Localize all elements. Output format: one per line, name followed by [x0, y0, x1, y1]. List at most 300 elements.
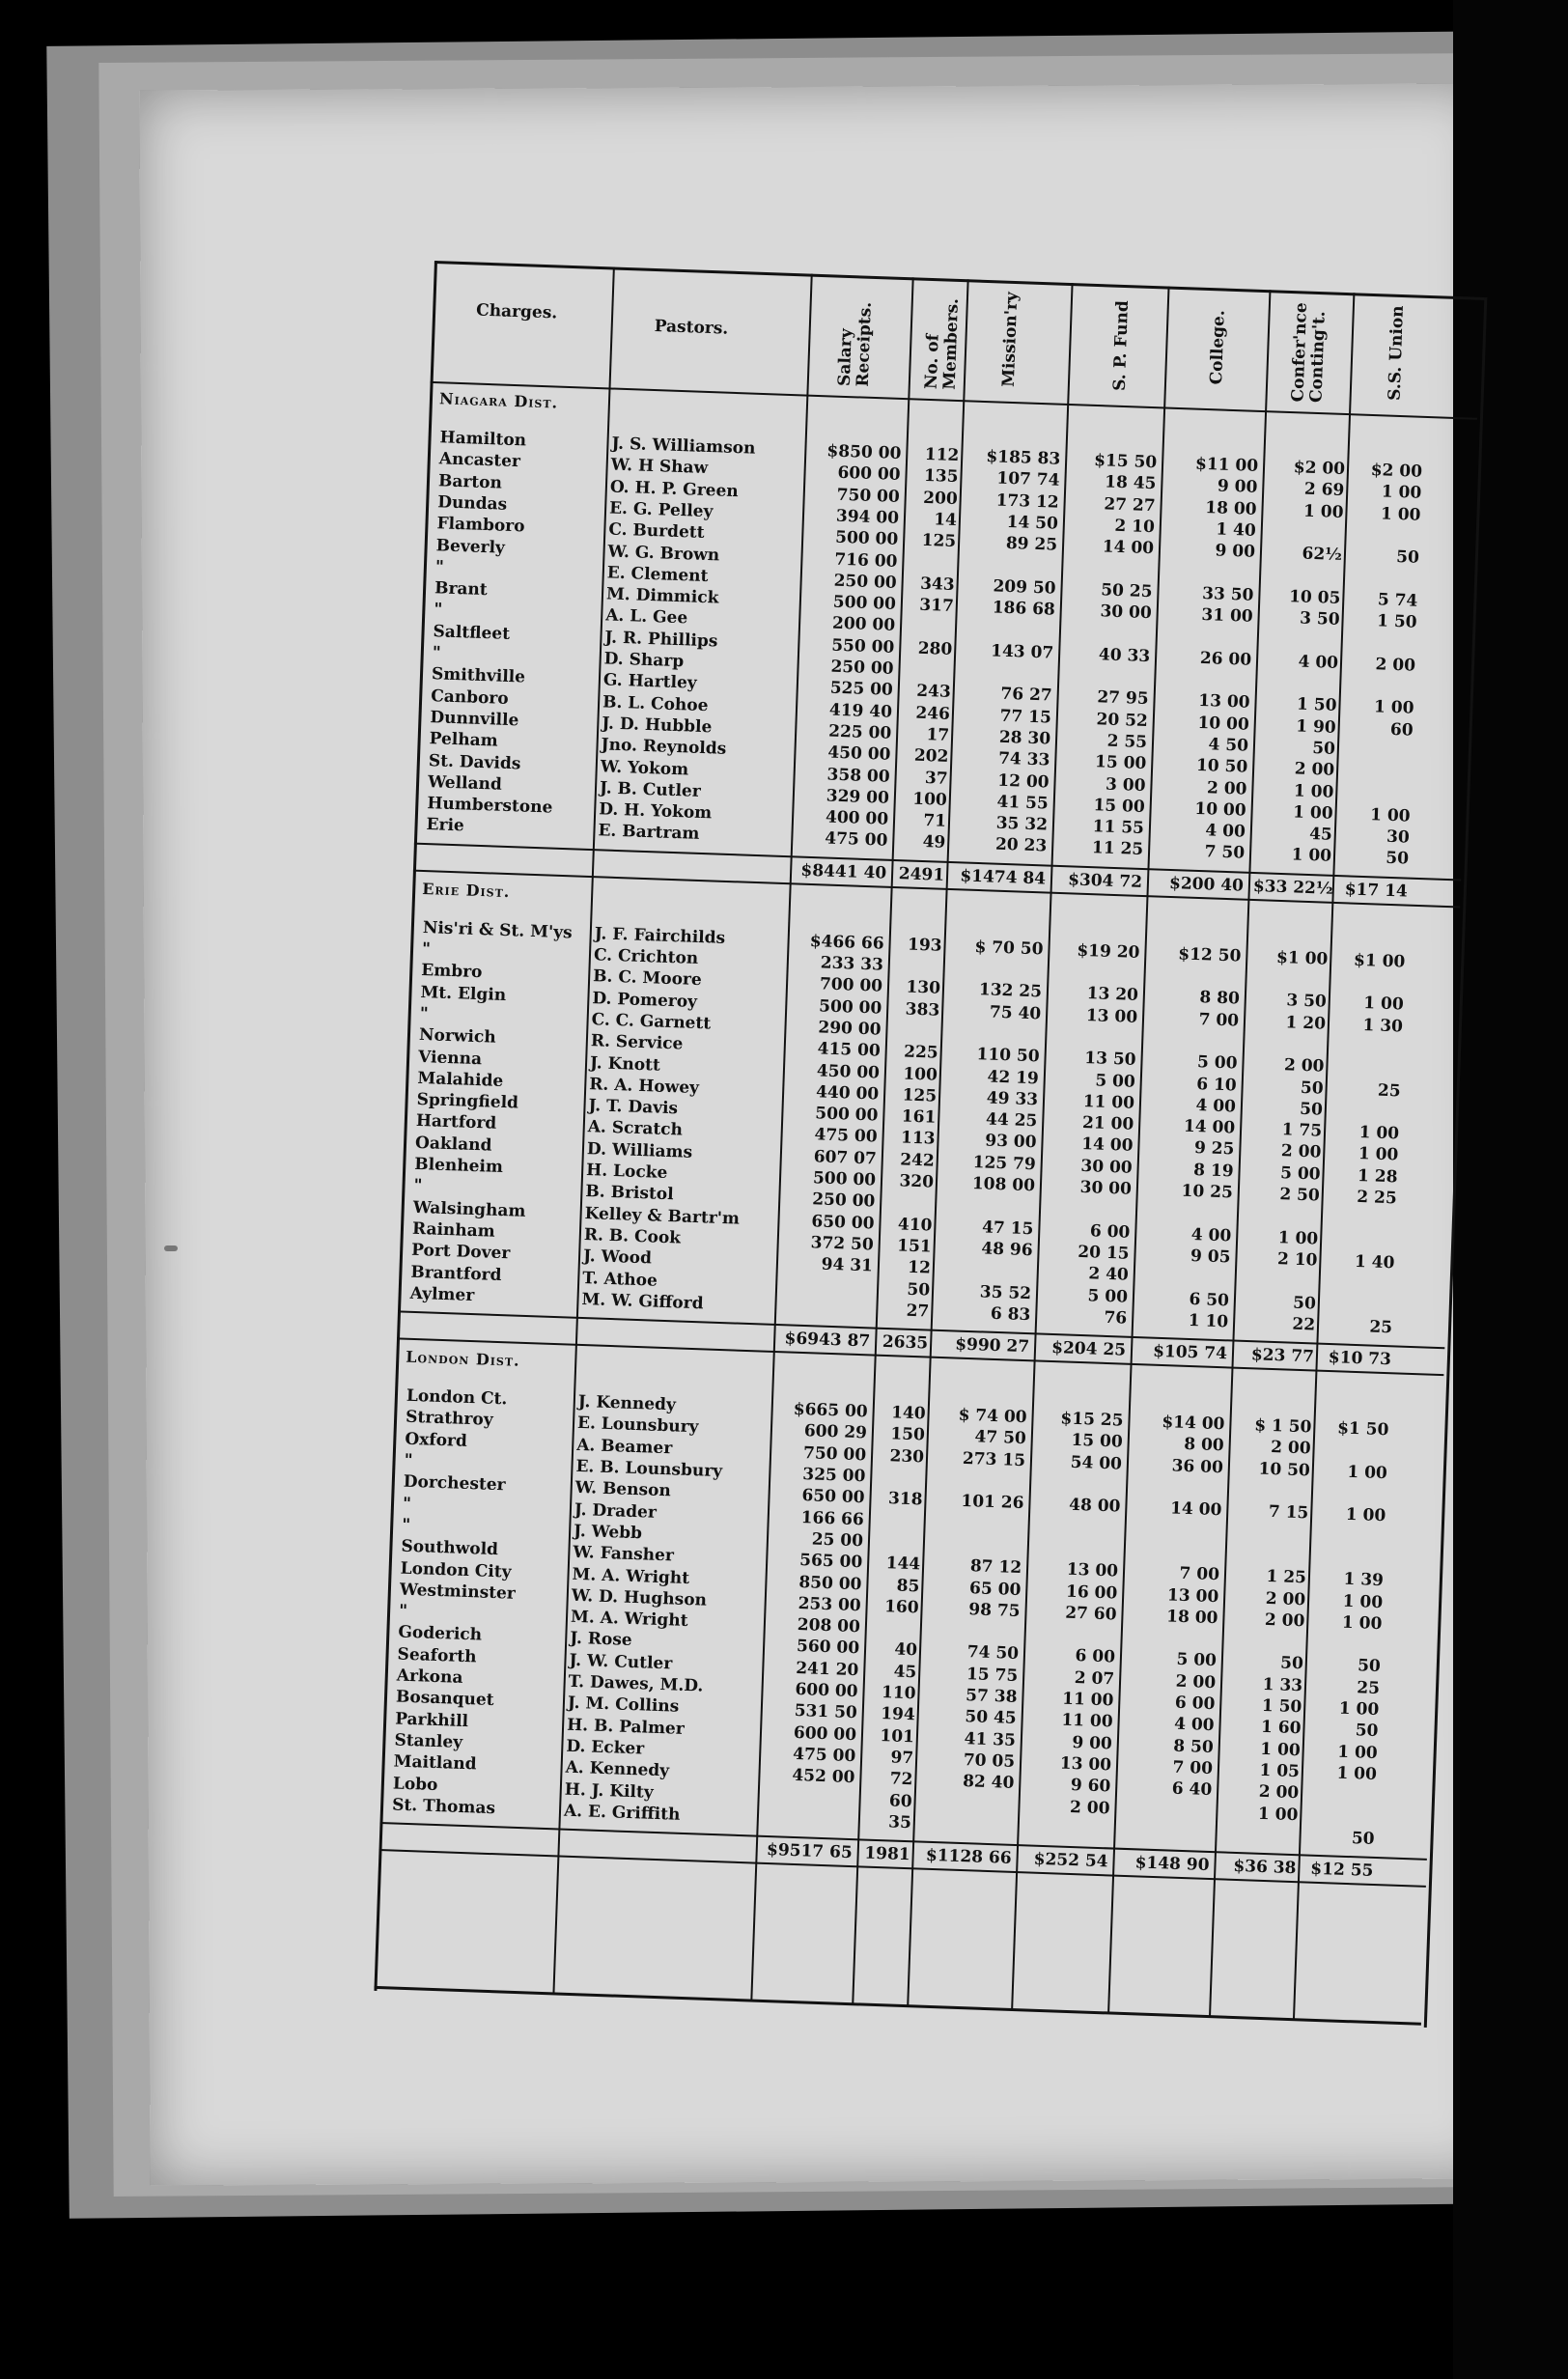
cell-charge: Pelham	[429, 729, 498, 751]
cell-members: 49	[922, 832, 946, 854]
cell-charge: St. Thomas	[391, 1795, 496, 1818]
cell-members: 71	[923, 811, 947, 831]
total-members: 2491	[898, 863, 945, 885]
cell-charge: Beverly	[435, 535, 506, 558]
cell-charge: Dunnville	[430, 708, 519, 731]
cell-ss-union: 1 40	[1354, 1251, 1395, 1273]
cell-salary: 500 00	[812, 1168, 877, 1190]
cell-sp-fund: 2 07	[1074, 1667, 1115, 1690]
cell-sp-fund: 5 00	[1095, 1070, 1136, 1092]
cell-missionary: 12 00	[996, 770, 1050, 793]
cell-missionary: 98 75	[968, 1599, 1021, 1621]
cell-missionary: 70 05	[963, 1749, 1016, 1772]
cell-pastor: J. B. Cutler	[599, 778, 702, 801]
cell-members: 12	[907, 1257, 932, 1278]
cell-college: 13 00	[1197, 691, 1250, 714]
cell-pastor: A. Kennedy	[565, 1757, 670, 1781]
total-salary: $6943 87	[784, 1329, 871, 1352]
cell-conference: 1 00	[1259, 1739, 1302, 1760]
cell-missionary: 75 40	[989, 1002, 1042, 1023]
cell-pastor: H. Locke	[585, 1161, 668, 1183]
cell-college: 8 00	[1183, 1435, 1225, 1456]
cell-members: 100	[903, 1063, 938, 1085]
cell-pastor: B. C. Moore	[592, 966, 703, 991]
cell-pastor: J. Wood	[582, 1246, 653, 1269]
cell-salary: 475 00	[814, 1125, 878, 1147]
cell-ss-union: 1 28	[1357, 1165, 1398, 1188]
cell-members: 200	[922, 488, 959, 509]
cell-conference: 1 33	[1262, 1674, 1303, 1695]
cell-salary: 850 00	[798, 1572, 862, 1594]
cell-charge: Arkona	[396, 1665, 463, 1688]
cell-salary: 233 33	[820, 953, 884, 975]
cell-college: 9 00	[1217, 476, 1258, 498]
cell-missionary: 47 50	[974, 1427, 1027, 1449]
cell-sp-fund: 27 95	[1097, 687, 1149, 710]
cell-conference: 2 00	[1258, 1781, 1300, 1804]
cell-sp-fund: 30 00	[1100, 602, 1153, 624]
cell-salary: 700 00	[819, 974, 883, 996]
cell-sp-fund: 2 10	[1114, 516, 1156, 538]
cell-charge: Westminster	[399, 1580, 517, 1604]
cell-pastor: E. B. Lounsbury	[575, 1456, 723, 1482]
cell-missionary: 273 15	[962, 1448, 1026, 1470]
cell-charge: Welland	[427, 771, 503, 795]
cell-salary: 290 00	[818, 1018, 882, 1040]
cell-missionary: 74 33	[997, 748, 1050, 770]
cell-college: 7 50	[1204, 842, 1246, 864]
cell-salary: 253 00	[798, 1593, 862, 1616]
cell-members: 113	[900, 1128, 936, 1150]
cell-conference: 2 69	[1303, 479, 1345, 501]
cell-college: 18 00	[1204, 497, 1257, 519]
cell-ss-union: 50	[1351, 1828, 1375, 1849]
cell-pastor: J. Kennedy	[577, 1392, 677, 1415]
total-missionary: $1128 66	[925, 1845, 1012, 1868]
cell-salary: 500 00	[814, 1104, 879, 1126]
cell-conference: 50	[1279, 1653, 1304, 1674]
cell-charge: Rainham	[411, 1218, 496, 1242]
cell-ss-union: 1 00	[1362, 994, 1405, 1015]
cell-ss-union: 1 00	[1347, 1462, 1388, 1483]
cell-college: 10 25	[1181, 1181, 1234, 1203]
cell-charge: Springfield	[416, 1089, 519, 1113]
cell-salary: 550 00	[830, 635, 895, 658]
total-college: $148 90	[1134, 1853, 1210, 1876]
cell-college: 9 25	[1193, 1138, 1235, 1160]
cell-conference: 50	[1292, 1293, 1317, 1314]
cell-ss-union: 60	[1389, 719, 1414, 741]
cell-salary: $665 00	[793, 1399, 869, 1422]
cell-conference: 2 00	[1270, 1438, 1311, 1459]
cell-members: 17	[926, 724, 950, 745]
cell-charge: Mt. Elgin	[420, 982, 507, 1005]
cell-missionary: 48 96	[981, 1239, 1033, 1261]
cell-sp-fund: 18 45	[1104, 472, 1157, 494]
cell-conference: 7 15	[1268, 1502, 1309, 1524]
cell-pastor: J. T. Davis	[588, 1096, 679, 1119]
cell-charge: Vienna	[417, 1047, 483, 1069]
cell-charge: Nis'ri & St. M'ys	[422, 917, 573, 943]
cell-charge: Embro	[420, 961, 483, 983]
cell-members: 85	[896, 1576, 920, 1596]
cell-charge: Flamboro	[436, 514, 525, 537]
cell-college: 9 00	[1215, 541, 1256, 563]
cell-members: 317	[919, 595, 955, 617]
cell-salary: 650 00	[801, 1486, 865, 1508]
cell-conference: 1 00	[1277, 1227, 1319, 1249]
cell-college: 10 50	[1195, 756, 1248, 777]
cell-missionary: 76 27	[1000, 685, 1053, 706]
cell-sp-fund: 20 15	[1077, 1242, 1130, 1264]
cell-missionary: 35 32	[995, 813, 1049, 835]
cell-conference: 10 50	[1258, 1459, 1311, 1481]
cell-pastor: D. Williams	[586, 1138, 693, 1162]
cell-pastor: J. Knott	[589, 1052, 661, 1076]
cell-conference: 50	[1300, 1078, 1324, 1099]
cell-members: 194	[880, 1704, 916, 1725]
cell-missionary: 50 45	[965, 1707, 1018, 1729]
cell-charge: "	[434, 600, 443, 620]
cell-charge: Canboro	[430, 686, 510, 709]
cell-sp-fund: 11 00	[1082, 1091, 1135, 1113]
cell-charge: Ancaster	[438, 449, 521, 472]
cell-pastor: R. B. Cook	[583, 1224, 682, 1248]
cell-members: 40	[894, 1639, 918, 1661]
cell-conference: 22	[1292, 1314, 1316, 1335]
cell-conference: 1 20	[1285, 1012, 1327, 1034]
cell-sp-fund: 27 27	[1104, 493, 1156, 516]
cell-ss-union: 50	[1385, 849, 1410, 869]
cell-pastor: A. Scratch	[587, 1117, 684, 1140]
cell-pastor: M. Dimmick	[605, 584, 719, 608]
cell-pastor: M. A. Wright	[570, 1607, 688, 1632]
cell-members: 112	[924, 444, 960, 466]
cell-members: 110	[881, 1683, 916, 1704]
cell-college: 36 00	[1171, 1456, 1224, 1477]
cell-members: 318	[887, 1489, 923, 1510]
cell-charge: Oxford	[405, 1429, 468, 1451]
cell-members: 72	[889, 1769, 913, 1790]
cell-pastor: R. A. Howey	[588, 1074, 700, 1098]
cell-sp-fund: 13 20	[1086, 984, 1139, 1006]
cell-ss-union: 1 00	[1342, 1591, 1384, 1612]
cell-sp-fund: 15 00	[1094, 752, 1147, 774]
cell-sp-fund: 21 00	[1081, 1113, 1134, 1134]
cell-ss-union: 1 00	[1338, 1698, 1380, 1721]
cell-members: 151	[896, 1236, 933, 1257]
cell-salary: 440 00	[815, 1082, 880, 1105]
cell-college: $12 50	[1177, 944, 1242, 966]
cell-sp-fund: 11 00	[1061, 1710, 1113, 1732]
cell-salary: $466 66	[809, 931, 884, 954]
cell-pastor: J. F. Fairchilds	[594, 923, 726, 948]
cell-members: 383	[905, 999, 940, 1021]
cell-sp-fund: 11 00	[1061, 1689, 1114, 1711]
cell-missionary: 6 83	[990, 1303, 1031, 1325]
cell-missionary: 77 15	[999, 706, 1052, 728]
cell-conference: 2 00	[1265, 1588, 1306, 1609]
cell-salary: 450 00	[816, 1060, 881, 1083]
cell-pastor: A. Beamer	[575, 1435, 673, 1459]
cell-charge: Parkhill	[394, 1709, 469, 1731]
cell-members: 35	[887, 1812, 912, 1833]
cell-college: 26 00	[1199, 648, 1252, 670]
cell-college: 1 40	[1216, 519, 1257, 541]
total-sp-fund: $204 25	[1050, 1338, 1127, 1360]
cell-pastor: E. Clement	[606, 563, 709, 586]
cell-salary: 500 00	[818, 995, 882, 1019]
cell-missionary: 89 25	[1005, 534, 1058, 555]
cell-sp-fund: 2 55	[1106, 731, 1148, 752]
cell-college: 6 50	[1189, 1289, 1230, 1310]
cell-conference: 1 50	[1296, 694, 1337, 716]
cell-charge: Oakland	[414, 1133, 492, 1156]
cell-missionary: 41 55	[996, 792, 1050, 814]
cell-salary: 452 00	[792, 1766, 855, 1788]
cell-pastor: A. L. Gee	[604, 605, 688, 629]
cell-college: 6 10	[1195, 1074, 1238, 1096]
cell-charge: Smithville	[431, 664, 526, 687]
cell-sp-fund: 2 40	[1088, 1264, 1130, 1285]
cell-pastor: E. G. Pelley	[608, 498, 714, 522]
cell-college: $14 00	[1162, 1413, 1225, 1435]
cell-ss-union: 50	[1357, 1656, 1382, 1677]
cell-charge: "	[432, 643, 442, 663]
cell-sp-fund: 13 00	[1085, 1005, 1138, 1027]
cell-members: 160	[883, 1596, 919, 1618]
header-college: College.	[1207, 309, 1229, 385]
district-heading: Erie Dist.	[421, 879, 511, 901]
cell-sp-fund: 6 00	[1089, 1220, 1131, 1243]
cell-charge: Seaforth	[397, 1644, 477, 1667]
cell-pastor: A. E. Griffith	[563, 1801, 681, 1825]
cell-conference: 3 50	[1286, 991, 1328, 1012]
cell-conference: 62½	[1302, 544, 1343, 566]
cell-sp-fund: 13 50	[1083, 1049, 1136, 1071]
total-members: 2635	[882, 1331, 929, 1354]
cell-sp-fund: $15 50	[1093, 450, 1158, 473]
cell-pastor: J. Webb	[573, 1521, 643, 1544]
cell-conference: 1 50	[1261, 1695, 1302, 1718]
cell-conference: 45	[1308, 825, 1333, 845]
cell-missionary: 87 12	[969, 1556, 1022, 1579]
cell-missionary: 209 50	[993, 576, 1056, 599]
cell-college: 4 00	[1173, 1714, 1215, 1736]
cell-salary: 525 00	[829, 678, 894, 701]
cell-ss-union: 50	[1355, 1721, 1379, 1742]
cell-college: 6 00	[1174, 1693, 1216, 1715]
cell-ss-union: 25	[1369, 1317, 1393, 1338]
cell-college: 10 00	[1194, 798, 1246, 821]
cell-ss-union: 1 50	[1376, 611, 1417, 632]
cell-college: 8 19	[1192, 1160, 1234, 1182]
cell-college: 5 00	[1176, 1650, 1218, 1671]
cell-salary: 25 00	[811, 1529, 864, 1552]
cell-sp-fund: $15 25	[1060, 1409, 1124, 1431]
cell-salary: 475 00	[824, 828, 888, 852]
cell-college: 8 80	[1199, 988, 1241, 1009]
cell-members: 125	[902, 1085, 938, 1106]
cell-conference: 2 00	[1294, 759, 1335, 781]
cell-pastor: Jno. Reynolds	[601, 735, 727, 760]
cell-members: 343	[919, 574, 955, 595]
cell-college: 14 00	[1169, 1498, 1222, 1521]
cell-charge: Hamilton	[439, 428, 527, 451]
cell-conference: 1 60	[1260, 1718, 1302, 1739]
cell-salary: 607 07	[813, 1146, 878, 1169]
cell-salary: 329 00	[826, 786, 890, 808]
cell-conference: 4 00	[1298, 652, 1339, 673]
total-conference: $36 38	[1233, 1856, 1297, 1879]
cell-members: 225	[903, 1042, 939, 1063]
cell-charge: Norwich	[418, 1025, 496, 1048]
cell-missionary: $ 74 00	[958, 1405, 1027, 1428]
cell-missionary: 173 12	[995, 490, 1060, 513]
cell-pastor: C. Burdett	[608, 519, 705, 544]
cell-ss-union: 1 39	[1343, 1569, 1385, 1591]
cell-college: 4 00	[1205, 821, 1246, 842]
header-pastors: Pastors.	[654, 316, 729, 339]
cell-ss-union: 1 00	[1381, 482, 1422, 504]
cell-pastor: B. L. Cohoe	[602, 691, 709, 715]
cell-college: 14 00	[1183, 1116, 1236, 1138]
cell-conference: 1 75	[1281, 1120, 1323, 1141]
cell-pastor: J. W. Cutler	[569, 1650, 673, 1674]
cell-college: 2 00	[1206, 777, 1247, 799]
cell-college: 7 00	[1172, 1757, 1214, 1778]
cell-members: 125	[921, 530, 957, 552]
cell-college: 8 50	[1173, 1736, 1215, 1757]
cell-conference: 1 05	[1259, 1760, 1301, 1782]
cell-ss-union: 5 74	[1377, 590, 1418, 611]
cell-pastor: J. Rose	[569, 1629, 633, 1651]
cell-missionary: 101 26	[961, 1492, 1024, 1514]
cell-pastor: O. H. P. Green	[609, 477, 740, 501]
header-sp-fund: S. P. Fund	[1109, 299, 1133, 392]
cell-college: 4 00	[1195, 1095, 1237, 1117]
total-salary: $9517 65	[766, 1840, 854, 1863]
cell-missionary: 14 50	[1006, 512, 1059, 534]
cell-college: 18 00	[1165, 1607, 1218, 1628]
cell-pastor: D. H. Yokom	[598, 799, 713, 824]
cell-members: 14	[933, 510, 958, 530]
cell-missionary: 47 15	[981, 1217, 1034, 1239]
cell-missionary: 57 38	[965, 1686, 1018, 1707]
cell-salary: 531 50	[794, 1701, 858, 1723]
cell-sp-fund: 6 00	[1075, 1646, 1116, 1667]
cell-ss-union: $1 00	[1353, 950, 1406, 972]
cell-ss-union: 1 00	[1380, 503, 1421, 525]
total-sp-fund: $304 72	[1067, 869, 1143, 892]
cell-sp-fund: 13 00	[1059, 1753, 1112, 1776]
total-missionary: $1474 84	[960, 866, 1047, 889]
total-college: $200 40	[1168, 873, 1245, 896]
cell-salary: 600 00	[837, 463, 901, 486]
cell-ss-union: 1 00	[1345, 1505, 1386, 1526]
cell-missionary: 41 35	[964, 1728, 1017, 1750]
cell-salary: 750 00	[836, 485, 901, 507]
cell-conference: 5 00	[1279, 1162, 1321, 1185]
cell-sp-fund: 15 00	[1093, 795, 1146, 817]
cell-pastor: C. C. Garnett	[591, 1010, 712, 1034]
cell-pastor: G. Hartley	[602, 670, 698, 694]
cell-college: 4 50	[1208, 735, 1249, 756]
cell-pastor: H. J. Kilty	[564, 1779, 655, 1803]
cell-ss-union: 1 00	[1341, 1612, 1383, 1634]
cell-salary: 250 00	[830, 657, 894, 679]
cell-charge: "	[421, 938, 432, 960]
cell-sp-fund: 14 00	[1080, 1134, 1134, 1157]
cell-charge: Barton	[437, 470, 503, 493]
cell-salary: 94 31	[821, 1254, 874, 1276]
cell-charge: "	[401, 1515, 411, 1535]
cell-missionary: 110 50	[976, 1045, 1040, 1067]
cell-salary: 560 00	[796, 1637, 860, 1659]
cell-pastor: W. Benson	[574, 1478, 672, 1501]
cell-pastor: M. W. Gifford	[581, 1289, 704, 1314]
cell-missionary: 28 30	[998, 727, 1051, 749]
cell-ss-union: 25	[1377, 1080, 1401, 1101]
cell-charge: London Ct.	[406, 1385, 508, 1410]
cell-college: 1 10	[1188, 1310, 1229, 1332]
cell-pastor: J. Drader	[574, 1499, 658, 1523]
cell-salary: 372 50	[810, 1233, 875, 1255]
cell-conference: 2 00	[1264, 1609, 1305, 1632]
header-members: No. of Members.	[921, 297, 963, 391]
cell-missionary: 143 07	[990, 641, 1054, 663]
cell-members: 37	[924, 768, 948, 789]
cell-members: 140	[890, 1403, 926, 1424]
cell-conference: 2 10	[1276, 1248, 1318, 1271]
cell-sp-fund: 30 00	[1079, 1177, 1133, 1199]
cell-ss-union: 2 00	[1375, 654, 1416, 676]
cell-pastor: E. Lounsbury	[576, 1413, 699, 1438]
cell-missionary: 82 40	[962, 1772, 1015, 1794]
cell-missionary: 74 50	[966, 1642, 1020, 1665]
cell-pastor: M. A. Wright	[572, 1564, 690, 1588]
header-conference: Confer'nce Conting't.	[1288, 301, 1330, 404]
cell-salary: 394 00	[835, 506, 900, 528]
cell-sp-fund: 5 00	[1087, 1285, 1129, 1307]
cell-college: 10 00	[1197, 713, 1250, 735]
cell-salary: 419 40	[828, 700, 893, 722]
cell-college: 31 00	[1201, 605, 1253, 627]
cell-charge: Maitland	[393, 1751, 477, 1775]
cell-sp-fund: 14 00	[1102, 537, 1155, 559]
cell-pastor: W. Yokom	[600, 756, 689, 779]
cell-pastor: D. Ecker	[566, 1736, 645, 1759]
cell-salary: 400 00	[825, 807, 889, 829]
cell-charge: Humberstone	[427, 794, 553, 818]
cell-pastor: W. D. Hughson	[571, 1585, 708, 1610]
cell-pastor: T. Dawes, M.D.	[568, 1671, 704, 1696]
cell-missionary: 132 25	[978, 980, 1043, 1002]
cell-ss-union: 30	[1386, 826, 1411, 848]
cell-sp-fund: 9 00	[1072, 1732, 1113, 1754]
cell-charge: Southwold	[401, 1536, 499, 1560]
cell-pastor: J. M. Collins	[567, 1693, 680, 1718]
cell-conference: $ 1 50	[1253, 1415, 1312, 1438]
cell-members: 410	[897, 1214, 933, 1236]
total-ss-union: $12 55	[1310, 1859, 1374, 1882]
cell-charge: Walsingham	[412, 1197, 526, 1221]
cell-sp-fund: 50 25	[1100, 580, 1153, 602]
cell-charge: "	[413, 1176, 423, 1196]
cell-charge: Erie	[426, 815, 465, 836]
cell-sp-fund: 13 00	[1066, 1559, 1119, 1581]
total-conference: $33 22½	[1252, 876, 1334, 899]
